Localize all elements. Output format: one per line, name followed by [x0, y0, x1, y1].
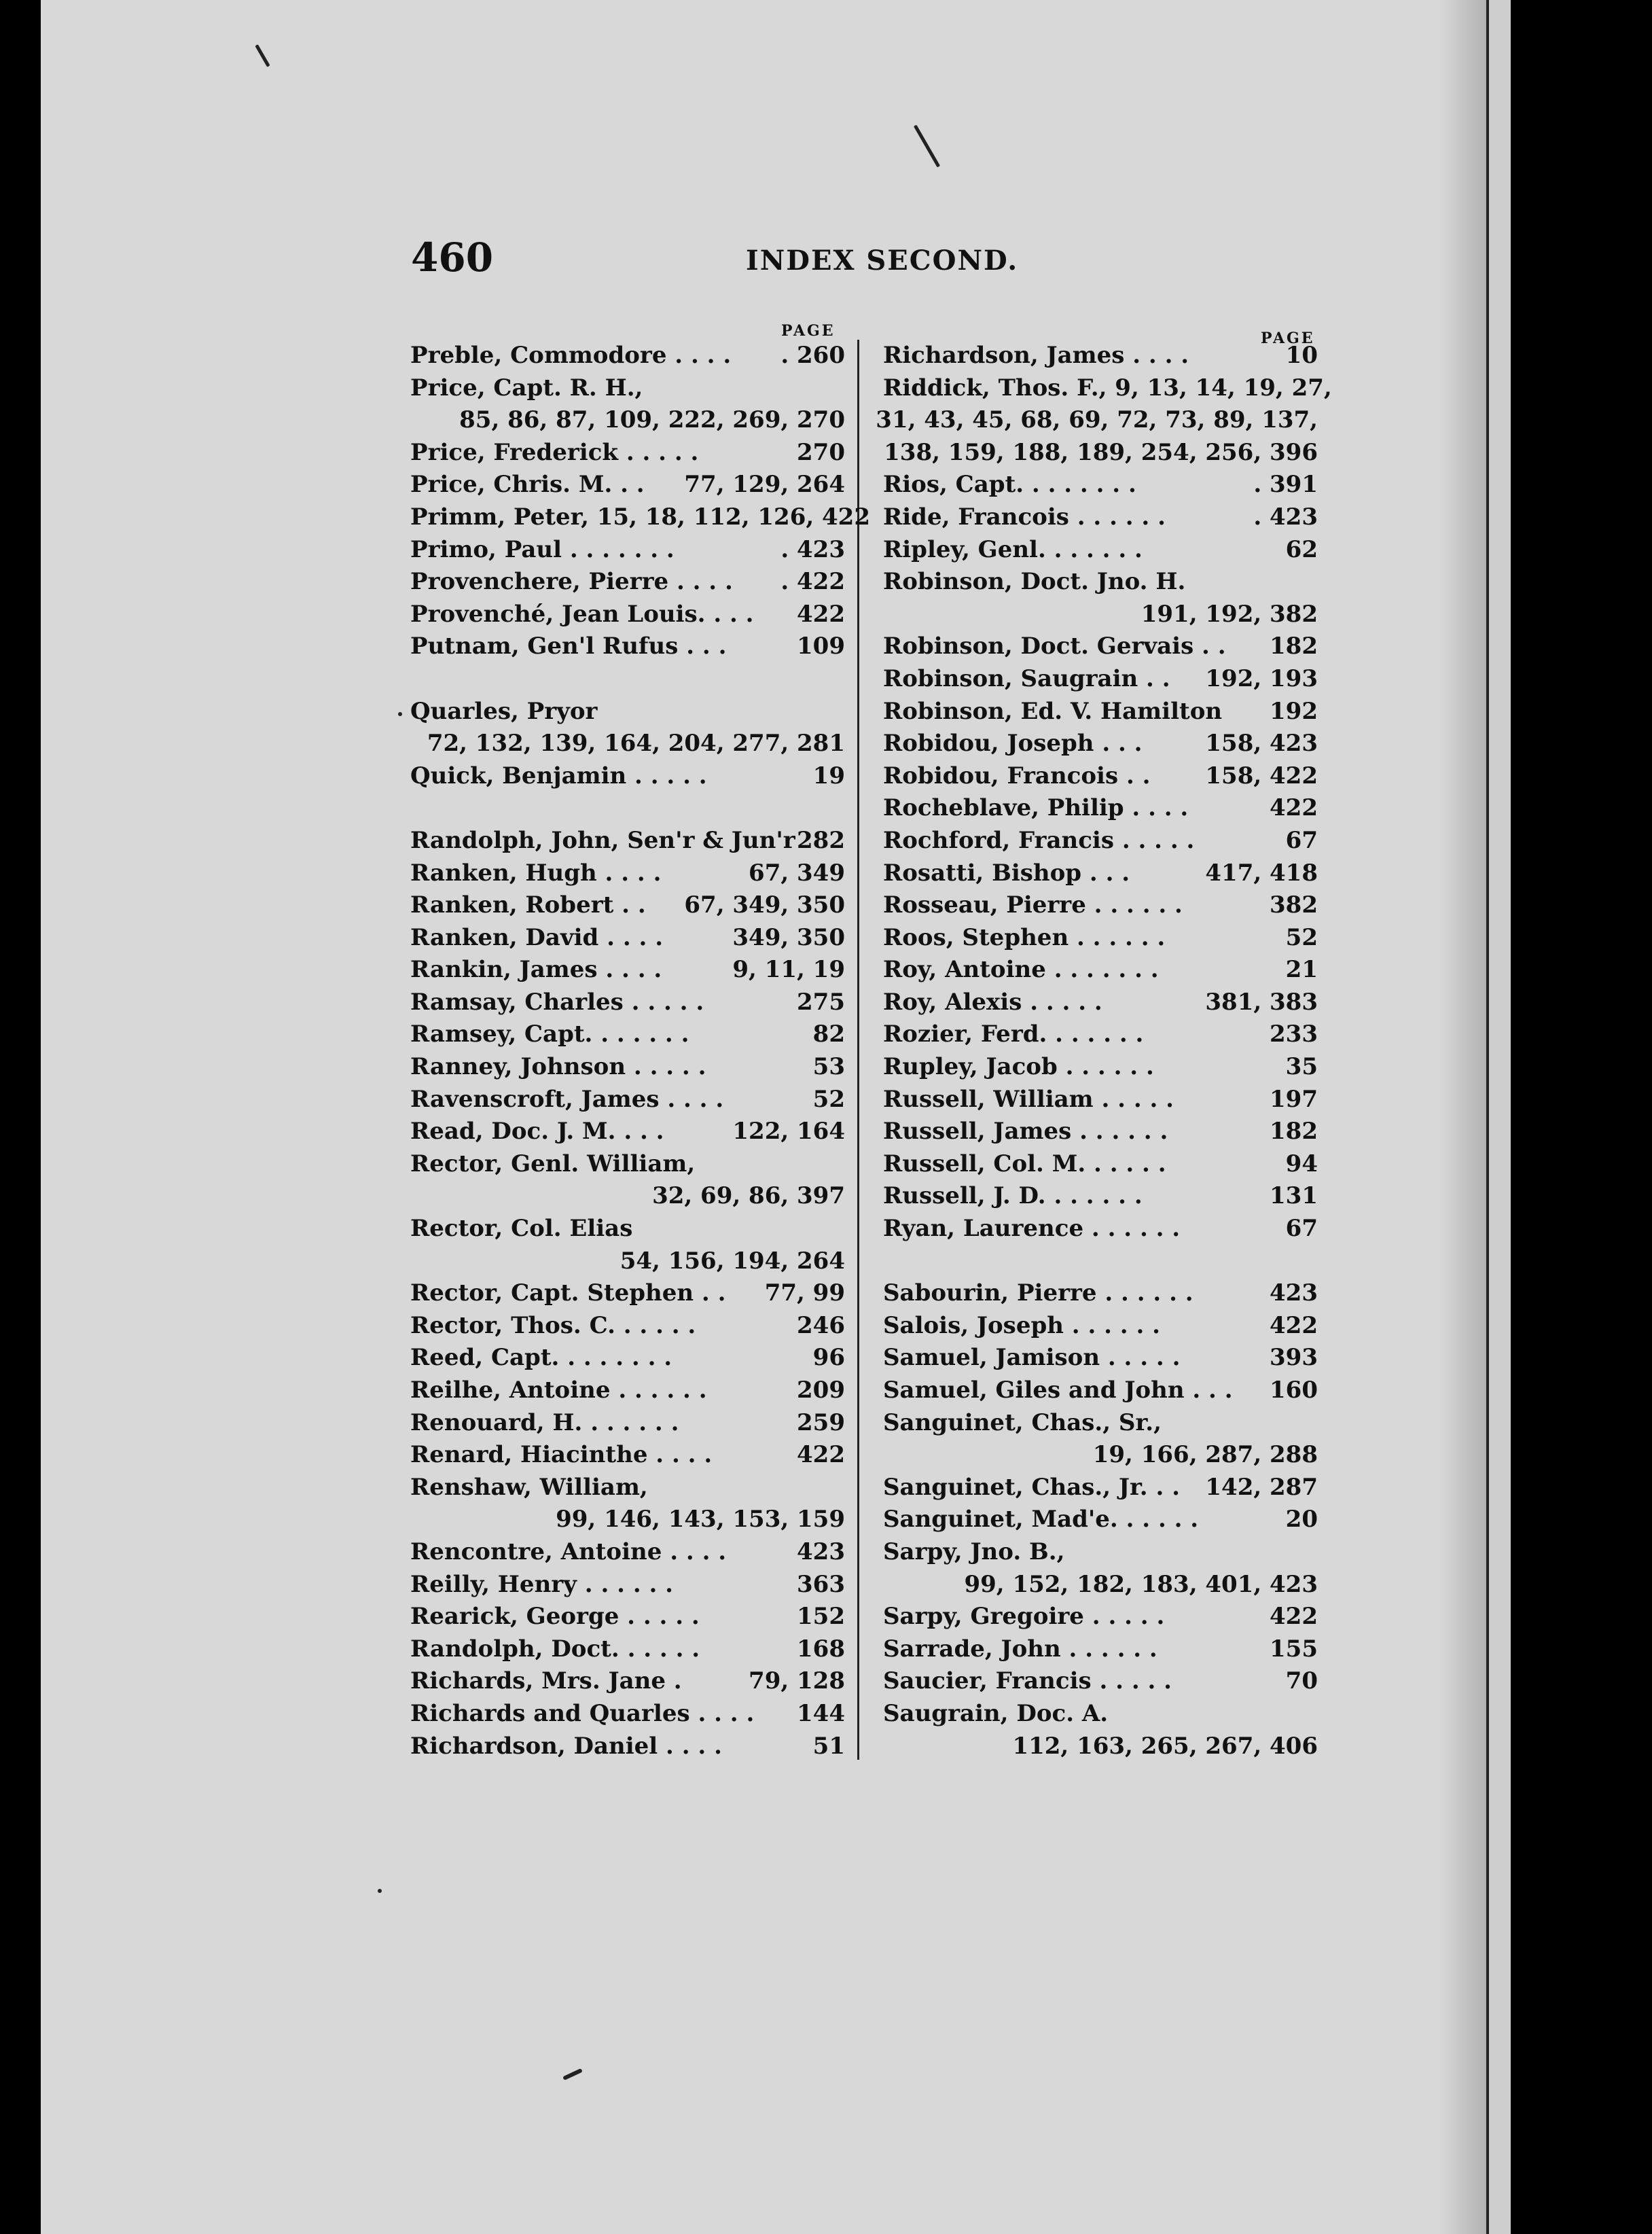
entry-name: Samuel, Giles and John . . .: [883, 1377, 1233, 1404]
entry-pages: 54, 156, 194, 264: [620, 1247, 845, 1275]
entry-pages: 423: [1270, 1279, 1318, 1307]
section-spacer: [883, 1245, 1318, 1278]
column-divider: [857, 340, 859, 1760]
index-entry: [883, 566, 1318, 599]
entry-pages: 67, 349, 350: [684, 891, 845, 919]
entry-pages: 72, 132, 139, 164, 204, 277, 281: [427, 730, 845, 758]
scan-border-left: [0, 0, 41, 2234]
entry-pages: 422: [797, 1441, 845, 1469]
entry-name: Sabourin, Pierre . . . . . .: [883, 1279, 1193, 1307]
entry-pages: . 422: [780, 568, 845, 596]
index-entry: [410, 1213, 845, 1245]
index-entry: [410, 1731, 845, 1763]
index-entry: [410, 1633, 845, 1666]
entry-name: Sanguinet, Chas., Jr. . .: [883, 1473, 1180, 1501]
entry-pages: 67: [1285, 1215, 1318, 1243]
index-entry: [410, 728, 845, 760]
index-entry: [883, 1698, 1318, 1731]
entry-pages: 349, 350: [732, 923, 845, 951]
index-entry: [410, 1018, 845, 1051]
entry-name: Sanguinet, Mad'e. . . . . .: [883, 1506, 1199, 1533]
entry-pages: 31, 43, 45, 68, 69, 72, 73, 89, 137,: [876, 406, 1318, 434]
entry-pages: 168: [797, 1635, 845, 1663]
section-spacer: [410, 792, 845, 825]
index-entry: [410, 1245, 845, 1278]
entry-pages: 122, 164: [732, 1118, 845, 1146]
index-entry: [410, 889, 845, 922]
entry-name: Robidou, Joseph . . .: [883, 730, 1143, 758]
entry-pages: 9, 11, 19: [732, 956, 845, 984]
entry-pages: 53: [812, 1053, 845, 1081]
index-entry: [883, 1569, 1318, 1601]
entry-name: Saugrain, Doc. A.: [883, 1699, 1109, 1727]
entry-pages: . 260: [780, 342, 845, 369]
entry-pages: 79, 128: [749, 1667, 845, 1695]
index-entry: [883, 857, 1318, 890]
entry-name: Reilly, Henry . . . . . .: [410, 1570, 673, 1598]
entry-name: Price, Capt. R. H.,: [410, 374, 643, 402]
entry-pages: 70: [1285, 1667, 1318, 1695]
index-entry: [410, 1375, 845, 1407]
index-entry: [410, 1504, 845, 1536]
entry-name: Primm, Peter, 15, 18, 112, 126, 422: [410, 503, 870, 531]
entry-name: Robinson, Saugrain . .: [883, 664, 1170, 692]
entry-pages: 142, 287: [1205, 1473, 1318, 1501]
entry-pages: 10: [1285, 342, 1318, 369]
index-entry: [883, 1407, 1318, 1440]
index-entry: [410, 1342, 845, 1375]
index-entry: [410, 1665, 845, 1698]
entry-name: Sarpy, Gregoire . . . . .: [883, 1603, 1165, 1631]
index-entry: [883, 501, 1318, 534]
entry-pages: 182: [1270, 1118, 1318, 1146]
index-entry: [883, 1051, 1318, 1084]
entry-name: Quick, Benjamin . . . . .: [410, 762, 707, 790]
entry-name: Rios, Capt. . . . . . . .: [883, 471, 1136, 499]
entry-name: Russell, Col. M. . . . . .: [883, 1150, 1166, 1177]
index-entry: [883, 1084, 1318, 1116]
entry-name: Ranken, David . . . .: [410, 923, 664, 951]
index-entry: [883, 1504, 1318, 1536]
entry-name: Richards, Mrs. Jane .: [410, 1667, 682, 1695]
entry-name: Russell, J. D. . . . . . .: [883, 1182, 1143, 1210]
entry-pages: 209: [797, 1377, 845, 1404]
index-entry: [410, 1536, 845, 1569]
entry-pages: 160: [1270, 1377, 1318, 1404]
entry-pages: 62: [1285, 535, 1318, 563]
entry-pages: 67, 349: [749, 859, 845, 887]
index-entry: [883, 728, 1318, 760]
index-entry: [883, 340, 1318, 372]
entry-name: Renshaw, William,: [410, 1473, 648, 1501]
entry-name: Reilhe, Antoine . . . . . .: [410, 1377, 707, 1404]
entry-pages: 94: [1285, 1150, 1318, 1177]
entry-name: Provenchere, Pierre . . . .: [410, 568, 733, 596]
entry-pages: 155: [1270, 1635, 1318, 1663]
entry-pages: 67: [1285, 826, 1318, 854]
adjacent-page-edge: [1486, 0, 1513, 2234]
entry-pages: 52: [1285, 923, 1318, 951]
entry-pages: 275: [797, 988, 845, 1016]
entry-name: Ranken, Hugh . . . .: [410, 859, 662, 887]
entry-pages: 158, 423: [1205, 730, 1318, 758]
index-entry: [410, 954, 845, 987]
entry-name: Ripley, Genl. . . . . . .: [883, 535, 1143, 563]
index-entry: [410, 404, 845, 437]
index-entry: [410, 825, 845, 857]
index-entry: [410, 987, 845, 1019]
index-entry: [883, 792, 1318, 825]
index-entry: [410, 696, 845, 728]
entry-name: Price, Chris. M. . .: [410, 471, 645, 499]
index-entry: [410, 760, 845, 793]
entry-name: Rankin, James . . . .: [410, 956, 662, 984]
entry-name: Roy, Alexis . . . . .: [883, 988, 1102, 1016]
index-entry: [883, 1310, 1318, 1343]
index-entry: [883, 922, 1318, 955]
index-entry: [410, 1148, 845, 1181]
entry-pages: 152: [797, 1603, 845, 1631]
index-entry: [410, 1116, 845, 1148]
index-entry: [410, 1310, 845, 1343]
entry-name: Russell, William . . . . .: [883, 1085, 1174, 1113]
index-entry: [883, 1116, 1318, 1148]
entry-name: Primo, Paul . . . . . . .: [410, 535, 675, 563]
index-entry: [876, 404, 1318, 437]
entry-pages: 192, 193: [1205, 664, 1318, 692]
scan-speck: [398, 712, 402, 716]
index-entry: [883, 760, 1318, 793]
entry-name: Rearick, George . . . . .: [410, 1603, 700, 1631]
entry-name: Rector, Genl. William,: [410, 1150, 696, 1177]
entry-name: Rocheblave, Philip . . . .: [883, 794, 1189, 822]
entry-name: Rector, Col. Elias: [410, 1215, 633, 1243]
index-entry: [883, 1277, 1318, 1310]
entry-pages: 32, 69, 86, 397: [652, 1182, 845, 1210]
index-entry: [883, 696, 1318, 728]
entry-name: Randolph, Doct. . . . . .: [410, 1635, 700, 1663]
entry-name: Samuel, Jamison . . . . .: [883, 1344, 1181, 1372]
entry-name: Ryan, Laurence . . . . . .: [883, 1215, 1181, 1243]
index-entry: [883, 1375, 1318, 1407]
index-entry: [883, 1731, 1318, 1763]
entry-name: Robidou, Francois . .: [883, 762, 1151, 790]
entry-name: Rosseau, Pierre . . . . . .: [883, 891, 1183, 919]
entry-pages: 85, 86, 87, 109, 222, 269, 270: [459, 406, 845, 434]
entry-name: Renouard, H. . . . . . .: [410, 1408, 679, 1436]
entry-pages: 99, 146, 143, 153, 159: [556, 1506, 845, 1533]
entry-name: Sarrade, John . . . . . .: [883, 1635, 1157, 1663]
index-entry: [883, 1536, 1318, 1569]
entry-name: Rencontre, Antoine . . . .: [410, 1538, 727, 1565]
index-entry: [883, 372, 1332, 405]
scan-border-right: [1511, 0, 1652, 2234]
index-entry: [410, 599, 845, 631]
entry-name: Rozier, Ferd. . . . . . .: [883, 1021, 1144, 1048]
index-entry: [410, 1180, 845, 1213]
entry-pages: 21: [1285, 956, 1318, 984]
entry-name: Ride, Francois . . . . . .: [883, 503, 1166, 531]
entry-pages: 393: [1270, 1344, 1318, 1372]
entry-name: Riddick, Thos. F., 9, 13, 14, 19, 27,: [883, 374, 1332, 402]
index-entry: [410, 372, 845, 405]
entry-pages: 96: [812, 1344, 845, 1372]
index-entry: [410, 1569, 845, 1601]
index-entry: [883, 1148, 1318, 1181]
index-entry: [410, 1439, 845, 1472]
index-entry: [410, 1084, 845, 1116]
index-entry: [883, 599, 1318, 631]
entry-name: Roos, Stephen . . . . . .: [883, 923, 1166, 951]
section-spacer: [410, 663, 845, 696]
column-page-label-right: PAGE: [1261, 330, 1315, 347]
index-entry: [883, 469, 1318, 501]
index-entry: [410, 1698, 845, 1731]
entry-pages: 112, 163, 265, 267, 406: [1012, 1732, 1318, 1760]
entry-pages: 422: [1270, 794, 1318, 822]
entry-name: Robinson, Doct. Gervais . .: [883, 633, 1226, 660]
index-entry: [883, 437, 1318, 469]
entry-pages: 52: [812, 1085, 845, 1113]
entry-pages: . 423: [1253, 503, 1318, 531]
entry-name: Richardson, Daniel . . . .: [410, 1732, 722, 1760]
entry-name: Robinson, Ed. V. Hamilton: [883, 697, 1223, 725]
entry-name: Sanguinet, Chas., Sr.,: [883, 1408, 1162, 1436]
entry-pages: 270: [797, 438, 845, 466]
entry-pages: 19, 166, 287, 288: [1092, 1441, 1318, 1469]
entry-pages: 77, 129, 264: [684, 471, 845, 499]
entry-name: Russell, James . . . . . .: [883, 1118, 1168, 1146]
entry-pages: 138, 159, 188, 189, 254, 256, 396: [884, 438, 1318, 466]
entry-name: Robinson, Doct. Jno. H.: [883, 568, 1186, 596]
entry-pages: 20: [1285, 1506, 1318, 1533]
entry-name: Richardson, James . . . .: [883, 342, 1189, 369]
index-entry: [883, 663, 1318, 696]
index-entry: [410, 340, 845, 372]
entry-pages: 423: [797, 1538, 845, 1565]
entry-pages: 422: [1270, 1603, 1318, 1631]
entry-pages: 381, 383: [1205, 988, 1318, 1016]
entry-pages: 77, 99: [764, 1279, 845, 1307]
index-column-right: [876, 340, 1332, 1762]
entry-pages: 363: [797, 1570, 845, 1598]
index-entry: [883, 1342, 1318, 1375]
index-entry: [883, 954, 1318, 987]
index-entry: [883, 1472, 1318, 1504]
entry-pages: 259: [797, 1408, 845, 1436]
entry-pages: 144: [797, 1699, 845, 1727]
index-entry: [883, 1018, 1318, 1051]
entry-name: Ramsay, Charles . . . . .: [410, 988, 704, 1016]
entry-pages: 109: [797, 633, 845, 660]
entry-name: Putnam, Gen'l Rufus . . .: [410, 633, 727, 660]
entry-name: Ranken, Robert . .: [410, 891, 646, 919]
entry-name: Randolph, John, Sen'r & Jun'r: [410, 826, 795, 854]
entry-name: Rupley, Jacob . . . . . .: [883, 1053, 1154, 1081]
entry-name: Rochford, Francis . . . . .: [883, 826, 1195, 854]
index-entry: [410, 437, 845, 469]
entry-name: Preble, Commodore . . . .: [410, 342, 732, 369]
entry-pages: 158, 422: [1205, 762, 1318, 790]
entry-pages: 191, 192, 382: [1141, 600, 1318, 628]
entry-pages: 192: [1270, 697, 1318, 725]
entry-name: Sarpy, Jno. B.,: [883, 1538, 1065, 1565]
page-number: 460: [411, 234, 494, 281]
entry-pages: 422: [1270, 1311, 1318, 1339]
entry-name: Provenché, Jean Louis. . . .: [410, 600, 754, 628]
entry-pages: 246: [797, 1311, 845, 1339]
entry-pages: 35: [1285, 1053, 1318, 1081]
index-entry: [883, 1180, 1318, 1213]
entry-name: Quarles, Pryor: [410, 697, 598, 725]
entry-pages: 382: [1270, 891, 1318, 919]
entry-name: Ravenscroft, James . . . .: [410, 1085, 724, 1113]
scan-speck: [378, 1889, 382, 1893]
entry-name: Saucier, Francis . . . . .: [883, 1667, 1172, 1695]
index-entry: [410, 501, 870, 534]
entry-pages: 417, 418: [1205, 859, 1318, 887]
entry-pages: 19: [812, 762, 845, 790]
gutter-shadow: [1440, 0, 1486, 2234]
index-entry: [410, 922, 845, 955]
index-entry: [883, 534, 1318, 567]
entry-pages: . 423: [780, 535, 845, 563]
entry-pages: 197: [1270, 1085, 1318, 1113]
index-entry: [883, 1213, 1318, 1245]
entry-name: Rector, Thos. C. . . . . .: [410, 1311, 696, 1339]
entry-name: Price, Frederick . . . . .: [410, 438, 699, 466]
index-entry: [410, 857, 845, 890]
entry-name: Rector, Capt. Stephen . .: [410, 1279, 726, 1307]
entry-name: Richards and Quarles . . . .: [410, 1699, 755, 1727]
entry-pages: 99, 152, 182, 183, 401, 423: [964, 1570, 1318, 1598]
entry-pages: 182: [1270, 633, 1318, 660]
entry-pages: 233: [1270, 1021, 1318, 1048]
index-entry: [410, 566, 845, 599]
index-entry: [410, 1472, 845, 1504]
index-entry: [883, 1601, 1318, 1633]
index-entry: [410, 1051, 845, 1084]
index-entry: [410, 1601, 845, 1633]
index-entry: [883, 1633, 1318, 1666]
entry-name: Ramsey, Capt. . . . . . .: [410, 1021, 689, 1048]
index-entry: [410, 631, 845, 663]
entry-name: Ranney, Johnson . . . . .: [410, 1053, 706, 1081]
entry-name: Read, Doc. J. M. . . .: [410, 1118, 664, 1146]
entry-pages: . 391: [1253, 471, 1318, 499]
index-entry: [883, 987, 1318, 1019]
index-entry: [410, 469, 845, 501]
entry-name: Rosatti, Bishop . . .: [883, 859, 1130, 887]
entry-name: Roy, Antoine . . . . . . .: [883, 956, 1159, 984]
entry-pages: 131: [1270, 1182, 1318, 1210]
index-entry: [883, 889, 1318, 922]
entry-pages: 282: [797, 826, 845, 854]
entry-name: Salois, Joseph . . . . . .: [883, 1311, 1160, 1339]
index-entry: [410, 534, 845, 567]
entry-pages: 51: [812, 1732, 845, 1760]
column-page-label-left: PAGE: [781, 322, 836, 340]
index-entry: [410, 1277, 845, 1310]
entry-pages: 82: [812, 1021, 845, 1048]
index-entry: [883, 825, 1318, 857]
running-head: INDEX SECOND.: [746, 245, 1019, 277]
entry-pages: 422: [797, 600, 845, 628]
index-entry: [410, 1407, 845, 1440]
index-entry: [883, 1439, 1318, 1472]
index-column-left: [410, 340, 870, 1762]
index-entry: [883, 1665, 1318, 1698]
entry-name: Renard, Hiacinthe . . . .: [410, 1441, 713, 1469]
index-entry: [883, 631, 1318, 663]
entry-name: Reed, Capt. . . . . . . .: [410, 1344, 672, 1372]
